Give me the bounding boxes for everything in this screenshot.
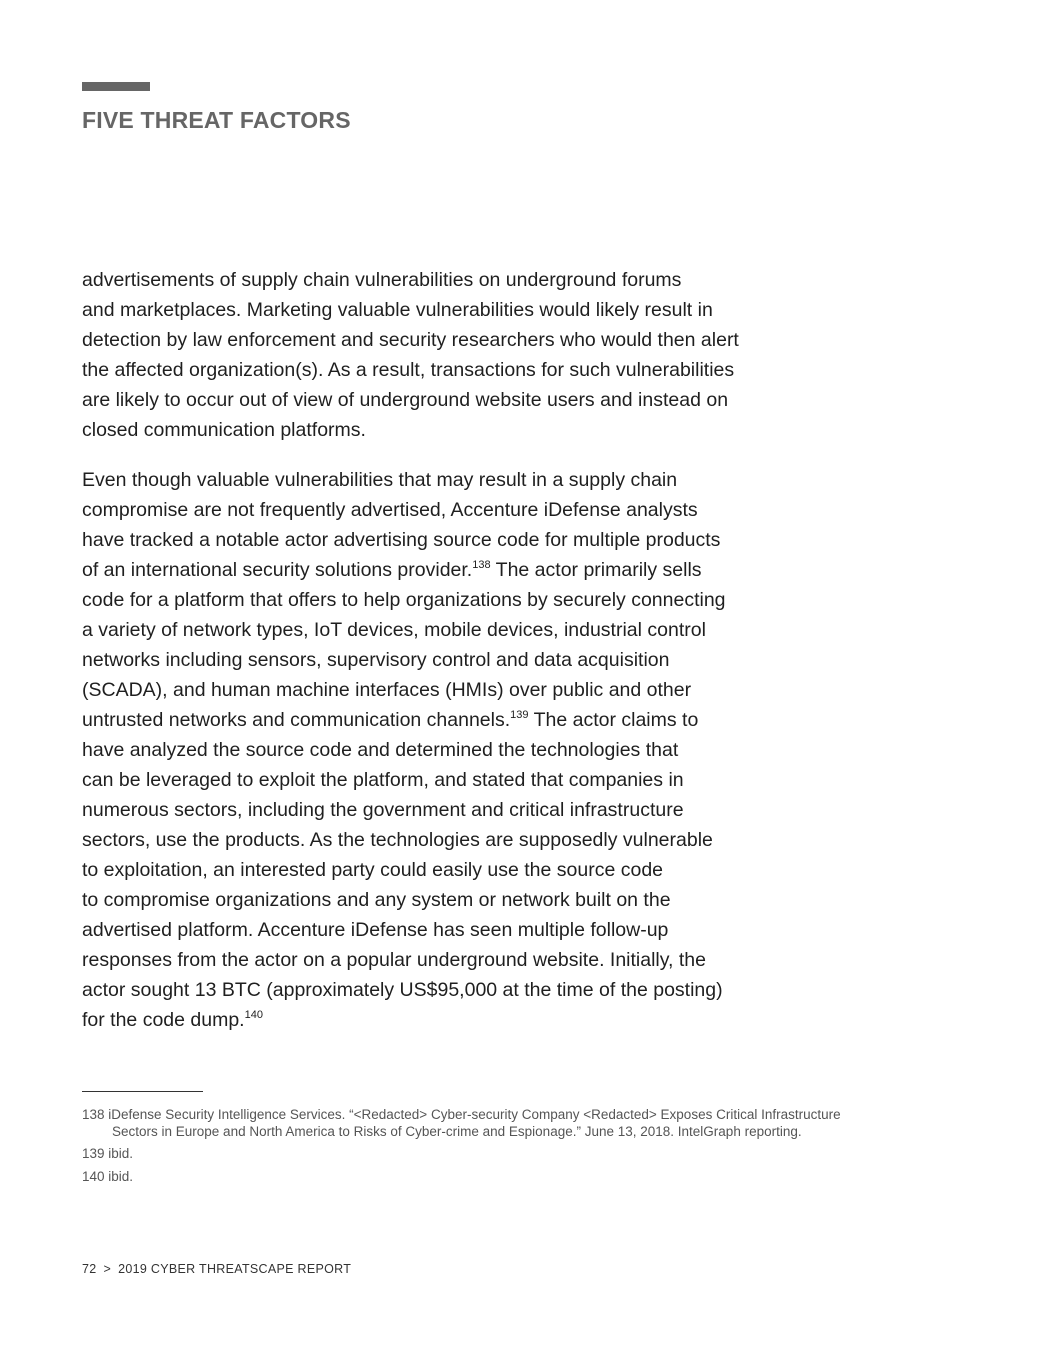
text-line: The actor primarily sells (490, 559, 702, 581)
text-line: have tracked a notable actor advertising source code for multiple products (82, 529, 721, 551)
text-line: are likely to occur out of view of underground website users and instead on (82, 389, 729, 411)
text-line: advertised platform. Accenture iDefense has seen multiple follow-up (82, 919, 669, 941)
report-title: 2019 CYBER THREATSCAPE REPORT (118, 1262, 352, 1276)
footnote-ref-140[interactable]: 140 (244, 1008, 263, 1021)
text-line: (SCADA), and human machine interfaces (HMIs) over public and other (82, 679, 692, 701)
paragraph-1 (82, 265, 842, 445)
text-line: to compromise organizations and any system or network built on the (82, 889, 671, 911)
text-line: have analyzed the source code and determined the technologies that (82, 739, 679, 761)
text-line: of an international security solutions provider. (82, 559, 473, 581)
text-line: The actor claims to (528, 709, 699, 731)
text-line: the affected organization(s). As a result, transactions for such vulnerabilities (82, 359, 735, 381)
text-line: responses from the actor on a popular underground website. Initially, the (82, 949, 706, 971)
paragraph-2 (82, 465, 842, 1035)
text-line: Even though valuable vulnerabilities that may result in a supply chain (82, 469, 678, 491)
text-line: numerous sectors, including the government and critical infrastructure (82, 799, 684, 821)
text-line: closed communication platforms. (82, 419, 366, 441)
footnotes (82, 1107, 842, 1191)
page-footer (82, 1262, 351, 1276)
footnote-139: 139 ibid. (82, 1146, 134, 1161)
text-line: a variety of network types, IoT devices, mobile devices, industrial control (82, 619, 706, 641)
text-line: networks including sensors, supervisory control and data acquisition (82, 649, 670, 671)
footer-separator: > (103, 1262, 112, 1276)
footnote-ref-139[interactable]: 139 (510, 708, 529, 721)
footnote-ref-138[interactable]: 138 (472, 558, 491, 571)
text-line: to exploitation, an interested party could easily use the source code (82, 859, 664, 881)
top-accent-rule (82, 82, 150, 91)
body-text (82, 265, 842, 1055)
text-line: and marketplaces. Marketing valuable vulnerabilities would likely result in (82, 299, 713, 321)
text-line: actor sought 13 BTC (approximately US$95,000 at the time of the posting) (82, 979, 723, 1001)
section-title: FIVE THREAT FACTORS (82, 107, 351, 133)
text-line: compromise are not frequently advertised, Accenture iDefense analysts (82, 499, 698, 521)
text-line: untrusted networks and communication channels. (82, 709, 511, 731)
text-line: advertisements of supply chain vulnerabilities on underground forums (82, 269, 682, 291)
page-number: 72 (82, 1262, 97, 1276)
footnote-138: 138 iDefense Security Intelligence Services. “<Redacted> Cyber-security Company <Redacted> Exposes Critical Infrastructure Sectors in Europe and North America to Risks of Cyber-crime and Espionage.” June 13, 2018. IntelGraph reporting. (82, 1107, 841, 1139)
text-line: for the code dump. (82, 1009, 245, 1031)
text-line: detection by law enforcement and security researchers who would then alert (82, 329, 739, 351)
text-line: sectors, use the products. As the technologies are supposedly vulnerable (82, 829, 713, 851)
footnote-140: 140 ibid. (82, 1168, 134, 1184)
text-line: can be leveraged to exploit the platform, and stated that companies in (82, 769, 684, 791)
footnote-divider (82, 1091, 203, 1092)
text-line: code for a platform that offers to help organizations by securely connecting (82, 589, 726, 611)
